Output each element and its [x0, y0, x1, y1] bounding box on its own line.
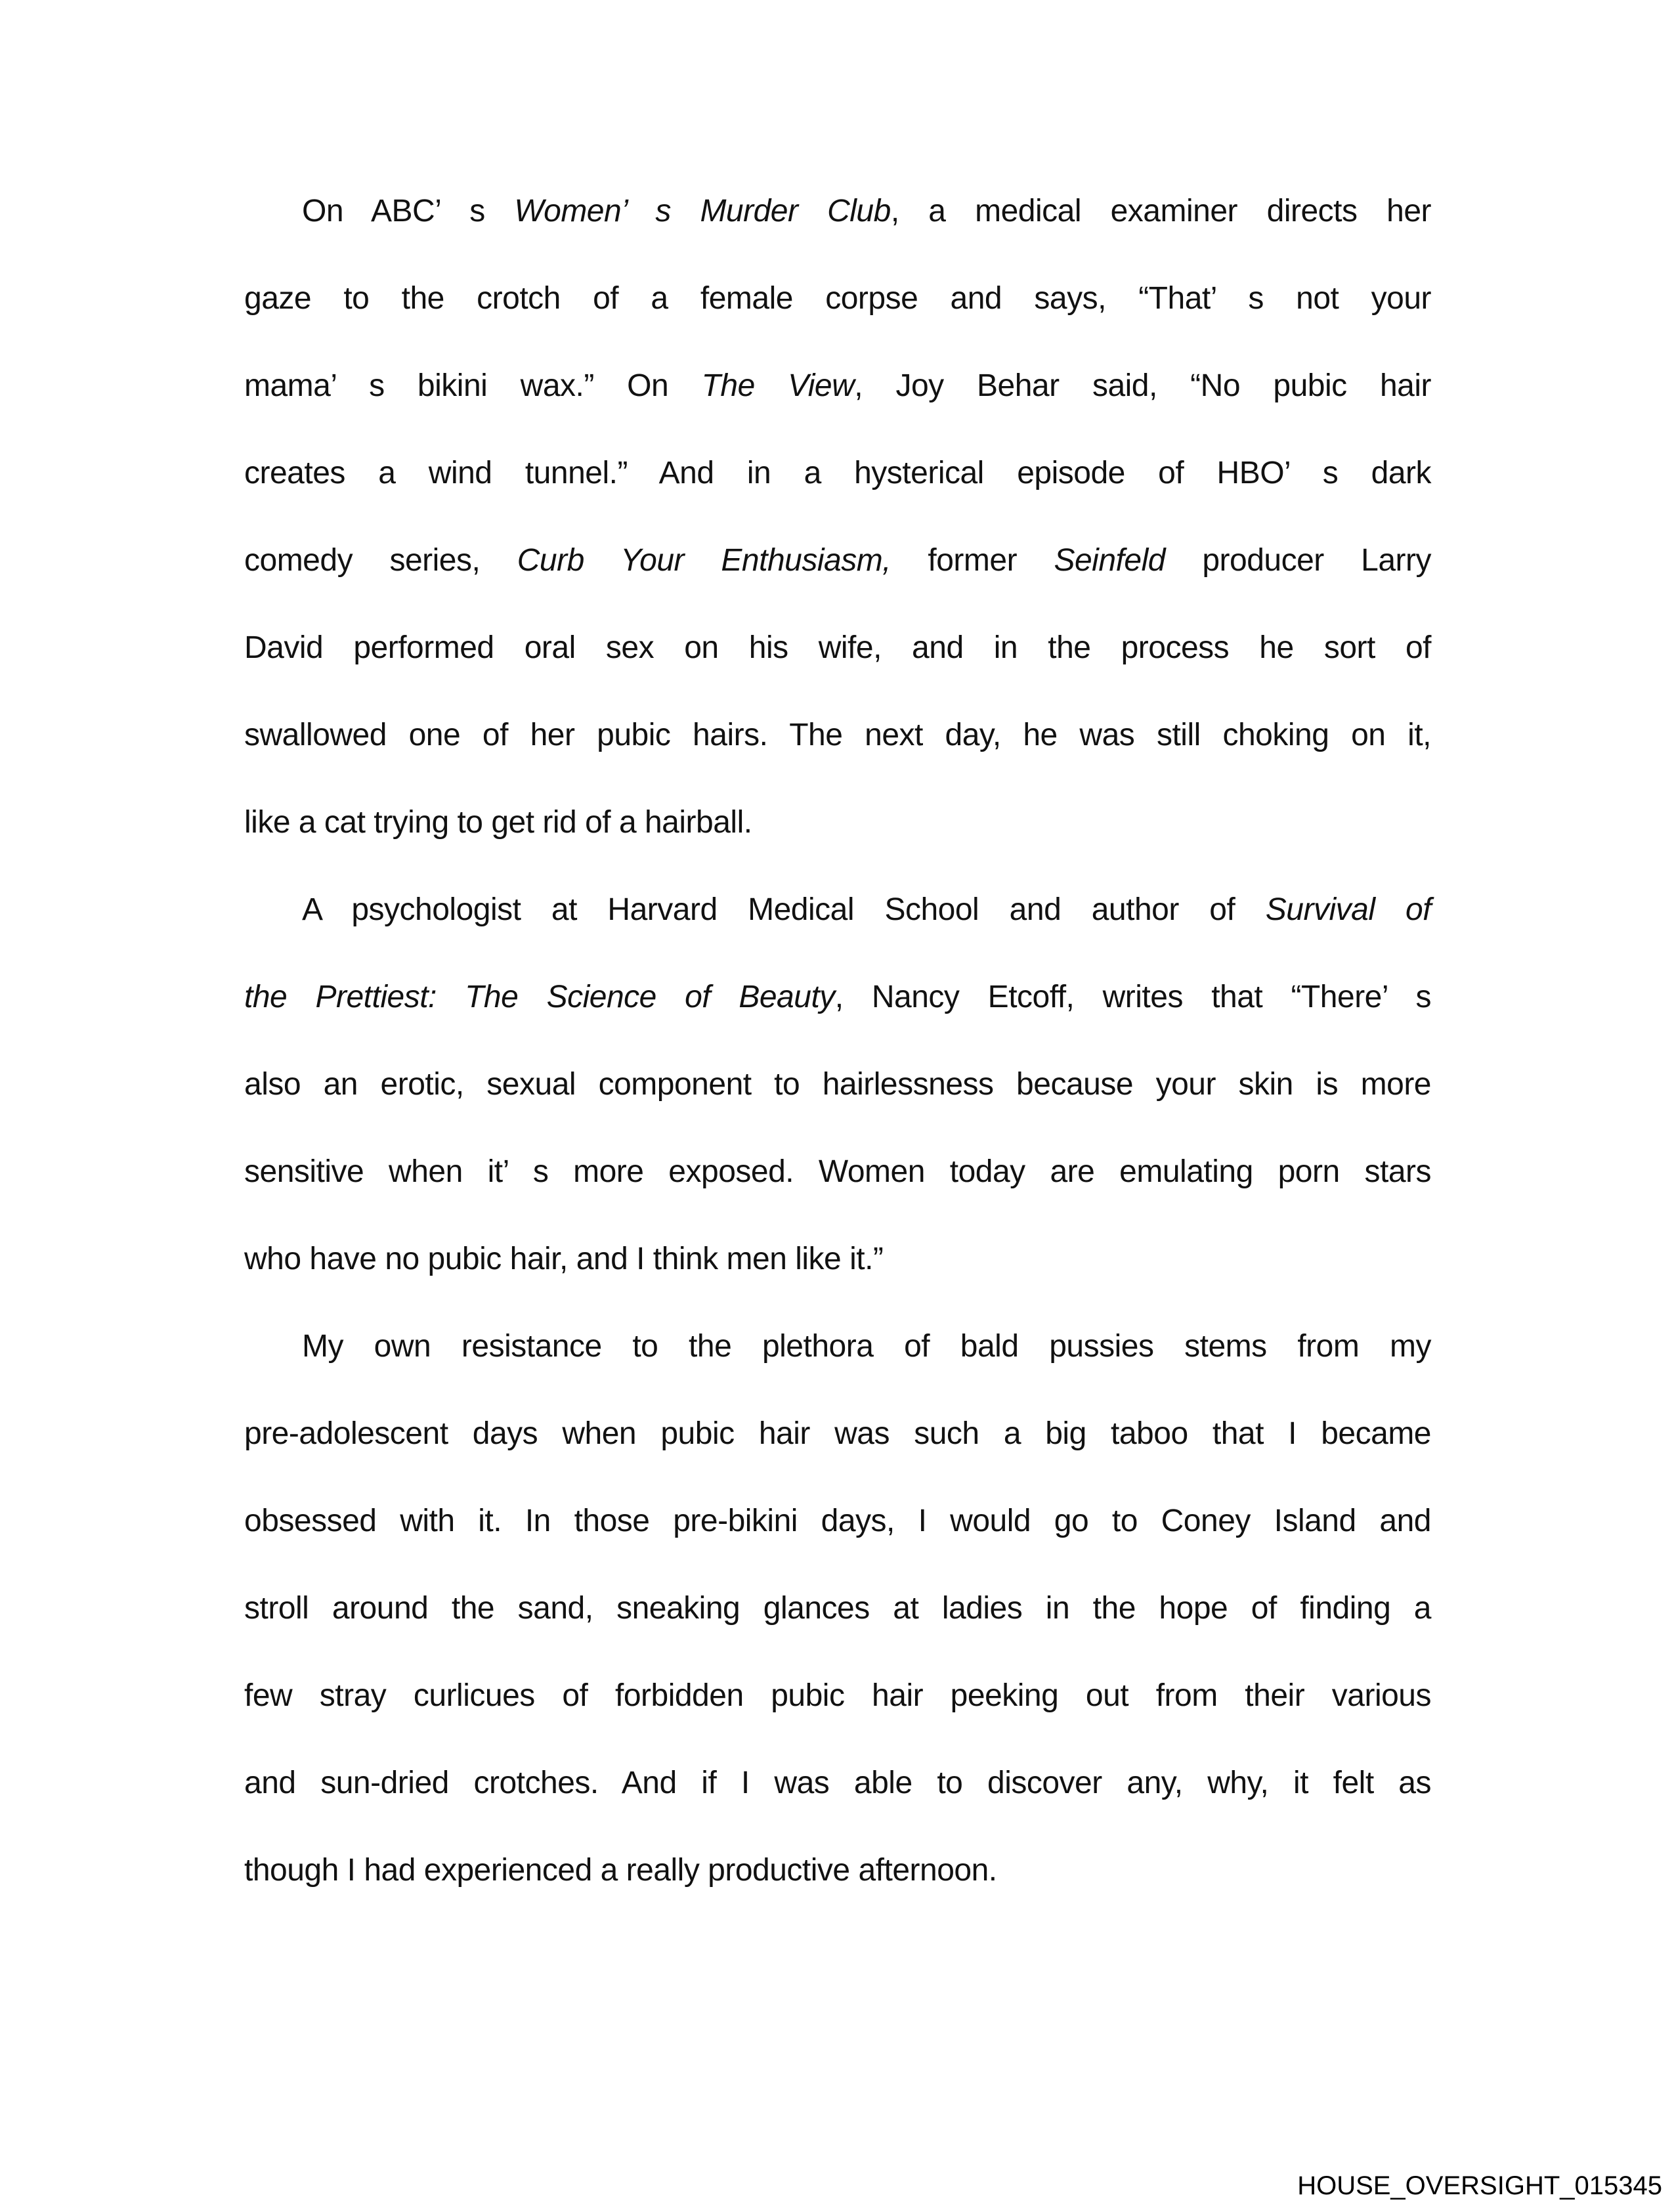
text-line-p1-l3: [244, 342, 1431, 429]
text-segment: , Joy Behar said, “No pubic hair: [854, 368, 1432, 403]
italic-text-segment: Seinfeld: [1054, 543, 1165, 578]
text-line-p3-l1: [244, 1303, 1431, 1390]
text-segment: sensitive when it’ s more exposed. Women today are emulating porn stars: [244, 1154, 1431, 1189]
text-line-p1-l7: [244, 691, 1431, 779]
text-line-p3-l6: [244, 1739, 1431, 1827]
text-line-p3-l4: [244, 1565, 1431, 1652]
text-line-p1-l4: [244, 429, 1431, 517]
text-segment: and sun-dried crotches. And if I was able to discover any, why, it felt as: [244, 1766, 1431, 1800]
text-segment: few stray curlicues of forbidden pubic hair peeking out from their various: [244, 1678, 1431, 1713]
text-segment: former: [891, 543, 1054, 578]
text-line-p1-l1: [244, 167, 1431, 255]
italic-text-segment: The View: [701, 368, 855, 403]
text-line-p1-l6: [244, 604, 1431, 691]
italic-text-segment: Curb Your Enthusiasm,: [517, 543, 891, 578]
text-segment: , Nancy Etcoff, writes that “There’ s: [834, 980, 1432, 1014]
text-segment: like a cat trying to get rid of a hairball.: [244, 805, 752, 840]
text-segment: though I had experienced a really productive afternoon.: [244, 1853, 997, 1888]
text-line-p3-l2: [244, 1390, 1431, 1477]
text-line-p3-l5: [244, 1652, 1431, 1739]
italic-text-segment: the Prettiest: The Science of Beauty: [244, 980, 835, 1014]
text-segment: mama’ s bikini wax.” On: [244, 368, 702, 403]
text-segment: stroll around the sand, sneaking glances at ladies in the hope of finding a: [244, 1591, 1431, 1626]
text-segment: David performed oral sex on his wife, and in the process he sort of: [244, 630, 1431, 665]
text-segment: creates a wind tunnel.” And in a hysterical episode of HBO’ s dark: [244, 456, 1431, 490]
text-line-p2-l2: [244, 953, 1431, 1041]
text-segment: , a medical examiner directs her: [890, 194, 1431, 228]
text-segment: On ABC’ s: [302, 194, 515, 228]
text-segment: pre-adolescent days when pubic hair was such a big taboo that I became: [244, 1416, 1431, 1451]
text-line-p1-l8: [244, 779, 1431, 866]
text-line-p1-l2: [244, 255, 1431, 342]
text-line-p2-l3: [244, 1041, 1431, 1128]
text-segment: swallowed one of her pubic hairs. The next day, he was still choking on it,: [244, 718, 1431, 752]
text-segment: comedy series,: [244, 543, 517, 578]
text-line-p2-l4: [244, 1128, 1431, 1215]
text-line-p2-l1: [244, 866, 1431, 953]
text-segment: who have no pubic hair, and I think men like it.”: [244, 1242, 884, 1276]
text-segment: My own resistance to the plethora of bald pussies stems from my: [302, 1329, 1431, 1364]
bates-number: HOUSE_OVERSIGHT_015345: [1297, 2171, 1662, 2200]
text-segment: also an erotic, sexual component to hairlessness because your skin is more: [244, 1067, 1431, 1102]
text-segment: obsessed with it. In those pre-bikini days, I would go to Coney Island and: [244, 1504, 1431, 1538]
text-line-p2-l5: [244, 1215, 1431, 1303]
italic-text-segment: Women’ s Murder Club: [514, 194, 891, 228]
document-body: [244, 167, 1431, 1914]
text-line-p3-l3: [244, 1477, 1431, 1565]
text-line-p1-l5: [244, 517, 1431, 604]
text-segment: A psychologist at Harvard Medical School and author of: [302, 892, 1266, 927]
text-segment: gaze to the crotch of a female corpse and says, “That’ s not your: [244, 281, 1431, 316]
italic-text-segment: Survival of: [1265, 892, 1431, 927]
text-line-p3-l7: [244, 1827, 1431, 1914]
text-segment: producer Larry: [1165, 543, 1432, 578]
